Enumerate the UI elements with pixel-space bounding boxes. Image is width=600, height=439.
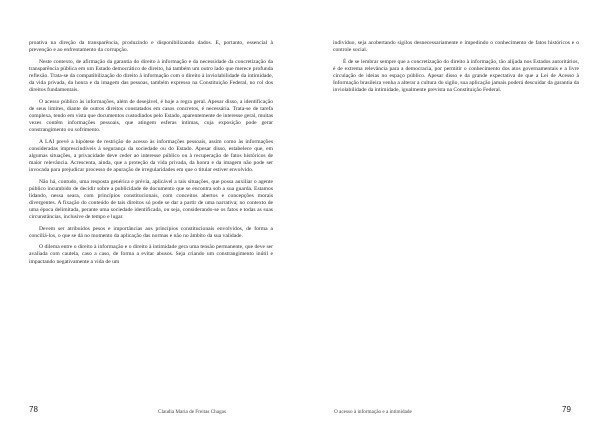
running-footer: O acesso à informação e a intimidade: [334, 409, 412, 415]
page-number: 78: [29, 405, 38, 414]
right-page: [300, 0, 600, 439]
paragraph: A LAI prevê a hipótese de restrição de acesso às informações pessoais, assim como às informações consideradas imprescindíveis à segurança da sociedade ou do Estado. Apesar disso, estabelece que, em algumas situações, a privacidade deve ceder ao interesse público ou à recuperação de fatos históricos de maior relevância. Acrescenta, ainda, que a proteção da vida privada, da honra e da imagem não pode ser invocada para prejudicar processo de apuração de irregularidades em que o titular estiver envolvido.: [29, 138, 273, 173]
paragraph: indivíduo, seja acobertando sigilos desnecessariamente e impedindo o conhecimento de fatos históricos e o controle social.: [333, 40, 579, 54]
paragraph: Devem ser atribuídos pesos e importâncias aos princípios constitucionais envolvidos, de forma a conciliá-los, o que se dá no momento da aplicação das normas e não no âmbito da sua validade.: [29, 225, 273, 239]
paragraph: Neste contexto, de afirmação da garantia do direito à informação e da necessidade da concretização da transparência pública em um Estado democrático de direito, há também um outro lado que merece profunda reflexão. Trata-se da compatibilização do direito à informação com o direito à inviolabilidade da intimidade, da vida privada, da honra e da imagem das pessoas, também expresso na Constituição Federal, no rol dos direitos fundamentais.: [29, 58, 273, 94]
right-page-body: [333, 40, 579, 99]
page-number: 79: [562, 405, 571, 414]
paragraph: proativa na direção da transparência, produzindo e disponibilizando dados. E, portanto, essencial à prevenção e ao enfrentamento da corrupção.: [29, 40, 273, 54]
paragraph: Não há, contudo, uma resposta genérica e prévia, aplicável a tais situações, que possa auxiliar o agente público incumbido de decidir sobre a publicidade de documento que se encontra sob a sua guarda. Estamos lidando, nessa seara, com princípios constitucionais, com conceitos abertos e concepções morais divergentes. A fixação do conteúdo de tais direitos só pode se dar a partir de uma narrativa; no contexto de uma época delimitada, perante uma sociedade identificada, ou seja, considerando-se os fatos e todas as suas circunstâncias, inclusive de tempo e lugar.: [29, 178, 273, 221]
paragraph: É de se lembrar sempre que a concretização do direito à informação, tão alijada nos Estados autoritários, é de extrema relevância para a democracia, por permitir o conhecimento dos atos governamentais e a livre circulação de ideias no espaço público. Apesar disso e da grande expectativa de que a Lei de Acesso à Informação brasileira venha a alterar a cultura do sigilo, sua aplicação jamais poderá descuidar da garantia da inviolabilidade da intimidade, igualmente prevista na Constituição Federal.: [333, 58, 579, 94]
paragraph: O dilema entre o direito à informação e o direito à intimidade gera uma tensão permanente, que deve ser avaliada com cautela, caso a caso, de forma a evitar abusos. Seja criando um constrangimento inútil e impactando negativamente a vida de um: [29, 244, 273, 265]
paragraph: O acesso público às informações, além de desejável, é hoje a regra geral. Apesar disso, a identificação de seus limites, diante de outros direitos constatados em casos concretos, é necessária. Trata-se de tarefa complexa, tendo em vista que documentos custodiados pelo Estado, aparentemente de interesse geral, muitas vezes contêm informações pessoais, que atingem esferas íntimas, cuja exposição pode gerar constrangimento ou sofrimento.: [29, 98, 273, 134]
left-page-body: [29, 40, 273, 270]
running-footer: Claudia Maria de Freitas Chagas: [158, 409, 226, 415]
